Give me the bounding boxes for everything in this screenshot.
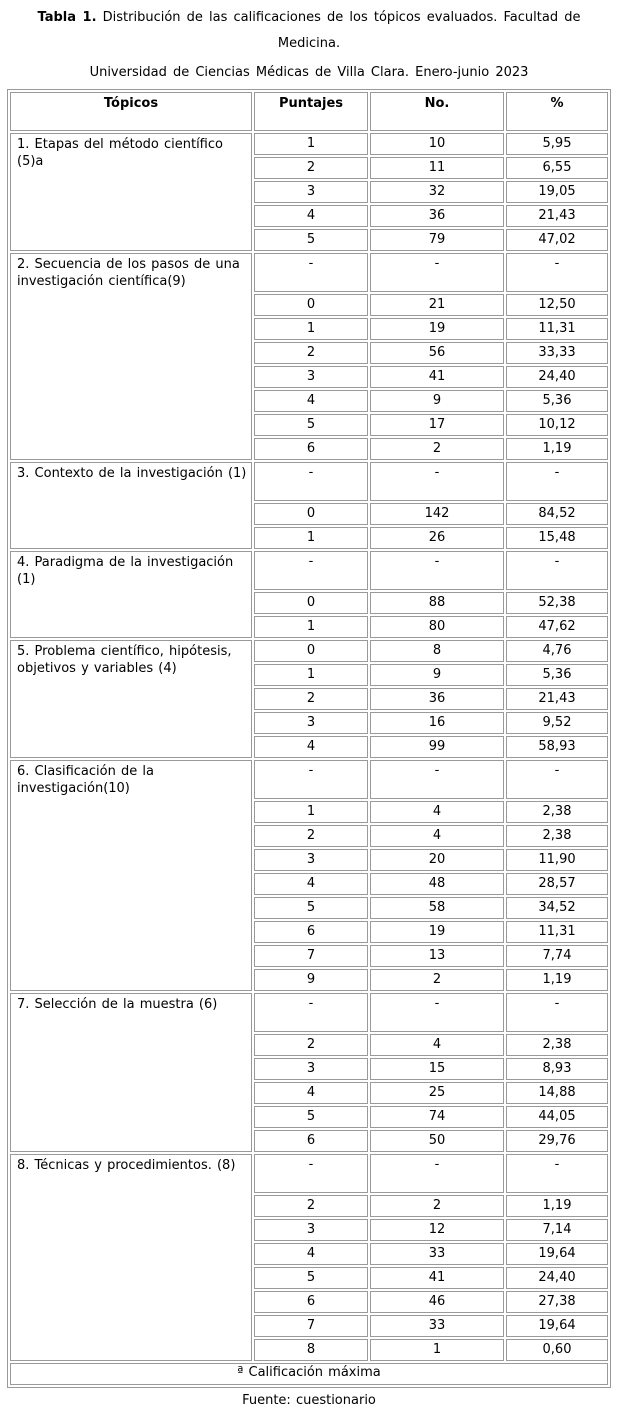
score-cell: 5 xyxy=(254,897,368,919)
count-cell: 20 xyxy=(370,849,504,871)
count-cell: 32 xyxy=(370,181,504,203)
count-cell: 16 xyxy=(370,712,504,734)
percent-cell: 11,90 xyxy=(506,849,608,871)
count-cell: 11 xyxy=(370,157,504,179)
count-cell: 74 xyxy=(370,1106,504,1128)
percent-cell: - xyxy=(506,1154,608,1193)
score-cell: 4 xyxy=(254,1082,368,1104)
table-row xyxy=(10,133,608,155)
count-cell: 26 xyxy=(370,527,504,549)
score-cell: 0 xyxy=(254,592,368,614)
count-cell: - xyxy=(370,551,504,590)
count-cell: 13 xyxy=(370,945,504,967)
percent-cell: 44,05 xyxy=(506,1106,608,1128)
score-cell: 2 xyxy=(254,342,368,364)
count-cell: 15 xyxy=(370,1058,504,1080)
col-header-1: Puntajes xyxy=(254,92,368,131)
percent-cell: 47,62 xyxy=(506,616,608,638)
score-cell: 4 xyxy=(254,1243,368,1265)
source-note: Fuente: cuestionario xyxy=(242,1393,376,1408)
count-cell: 19 xyxy=(370,318,504,340)
percent-cell: 5,95 xyxy=(506,133,608,155)
score-cell: 0 xyxy=(254,503,368,525)
percent-cell: - xyxy=(506,253,608,292)
topic-cell: 8. Técnicas y procedimientos. (8) xyxy=(10,1154,252,1361)
percent-cell: 11,31 xyxy=(506,318,608,340)
score-cell: 3 xyxy=(254,1058,368,1080)
score-cell: 5 xyxy=(254,1106,368,1128)
percent-cell: 21,43 xyxy=(506,205,608,227)
percent-cell: 9,52 xyxy=(506,712,608,734)
percent-cell: - xyxy=(506,760,608,799)
footnote-cell: ª Calificación máxima xyxy=(10,1363,608,1385)
count-cell: 4 xyxy=(370,801,504,823)
table-row xyxy=(10,551,608,590)
percent-cell: 19,64 xyxy=(506,1243,608,1265)
score-cell: 3 xyxy=(254,181,368,203)
score-cell: 0 xyxy=(254,294,368,316)
score-cell: - xyxy=(254,551,368,590)
table-title-text: Distribución de las calificaciones de los tópicos evaluados. Facultad de Medicina. xyxy=(96,10,581,51)
score-cell: 2 xyxy=(254,688,368,710)
table-row xyxy=(10,253,608,292)
score-cell: - xyxy=(254,993,368,1032)
count-cell: 8 xyxy=(370,640,504,662)
count-cell: 79 xyxy=(370,229,504,251)
topic-cell: 1. Etapas del método científico (5)a xyxy=(10,133,252,251)
topic-cell: 2. Secuencia de los pasos de una investigación científica(9) xyxy=(10,253,252,460)
score-cell: 2 xyxy=(254,825,368,847)
percent-cell: 0,60 xyxy=(506,1339,608,1361)
footnote-row xyxy=(10,1363,608,1385)
count-cell: 33 xyxy=(370,1243,504,1265)
count-cell: 58 xyxy=(370,897,504,919)
count-cell: 99 xyxy=(370,736,504,758)
col-header-0: Tópicos xyxy=(10,92,252,131)
table-title-label: Tabla 1. xyxy=(37,10,97,25)
percent-cell: 34,52 xyxy=(506,897,608,919)
count-cell: 48 xyxy=(370,873,504,895)
score-cell: 4 xyxy=(254,873,368,895)
score-cell: 7 xyxy=(254,945,368,967)
topic-cell: 7. Selección de la muestra (6) xyxy=(10,993,252,1152)
percent-cell: 6,55 xyxy=(506,157,608,179)
score-cell: - xyxy=(254,1154,368,1193)
score-cell: 6 xyxy=(254,438,368,460)
percent-cell: 52,38 xyxy=(506,592,608,614)
percent-cell: 27,38 xyxy=(506,1291,608,1313)
count-cell: - xyxy=(370,462,504,501)
count-cell: 46 xyxy=(370,1291,504,1313)
score-cell: 2 xyxy=(254,1195,368,1217)
percent-cell: - xyxy=(506,551,608,590)
count-cell: 50 xyxy=(370,1130,504,1152)
table-row xyxy=(10,993,608,1032)
score-cell: 0 xyxy=(254,640,368,662)
count-cell: - xyxy=(370,760,504,799)
table-title xyxy=(6,5,612,57)
score-cell: 1 xyxy=(254,801,368,823)
count-cell: 2 xyxy=(370,969,504,991)
percent-cell: - xyxy=(506,993,608,1032)
count-cell: 10 xyxy=(370,133,504,155)
table-row xyxy=(10,760,608,799)
score-cell: 4 xyxy=(254,736,368,758)
percent-cell: 8,93 xyxy=(506,1058,608,1080)
score-cell: 1 xyxy=(254,616,368,638)
score-cell: 4 xyxy=(254,205,368,227)
count-cell: - xyxy=(370,993,504,1032)
score-cell: 6 xyxy=(254,1130,368,1152)
score-cell: 1 xyxy=(254,318,368,340)
percent-cell: 7,14 xyxy=(506,1219,608,1241)
score-cell: 3 xyxy=(254,712,368,734)
percent-cell: 19,64 xyxy=(506,1315,608,1337)
topic-cell: 5. Problema científico, hipótesis, objetivos y variables (4) xyxy=(10,640,252,758)
header-row xyxy=(10,92,608,131)
percent-cell: 2,38 xyxy=(506,1034,608,1056)
score-cell: 6 xyxy=(254,921,368,943)
count-cell: 56 xyxy=(370,342,504,364)
count-cell: - xyxy=(370,1154,504,1193)
percent-cell: 4,76 xyxy=(506,640,608,662)
percent-cell: 58,93 xyxy=(506,736,608,758)
percent-cell: 84,52 xyxy=(506,503,608,525)
percent-cell: 21,43 xyxy=(506,688,608,710)
count-cell: 88 xyxy=(370,592,504,614)
score-cell: - xyxy=(254,253,368,292)
col-header-3: % xyxy=(506,92,608,131)
count-cell: 41 xyxy=(370,366,504,388)
count-cell: 4 xyxy=(370,825,504,847)
percent-cell: 47,02 xyxy=(506,229,608,251)
score-cell: 3 xyxy=(254,366,368,388)
percent-cell: - xyxy=(506,462,608,501)
count-cell: 36 xyxy=(370,688,504,710)
score-cell: 3 xyxy=(254,1219,368,1241)
count-cell: 19 xyxy=(370,921,504,943)
score-cell: 5 xyxy=(254,1267,368,1289)
score-cell: 4 xyxy=(254,390,368,412)
percent-cell: 10,12 xyxy=(506,414,608,436)
score-cell: - xyxy=(254,760,368,799)
percent-cell: 28,57 xyxy=(506,873,608,895)
count-cell: 36 xyxy=(370,205,504,227)
table-row xyxy=(10,1154,608,1193)
percent-cell: 14,88 xyxy=(506,1082,608,1104)
table-row xyxy=(10,462,608,501)
col-header-2: No. xyxy=(370,92,504,131)
count-cell: 1 xyxy=(370,1339,504,1361)
percent-cell: 5,36 xyxy=(506,390,608,412)
count-cell: 4 xyxy=(370,1034,504,1056)
topic-cell: 3. Contexto de la investigación (1) xyxy=(10,462,252,549)
score-cell: - xyxy=(254,462,368,501)
count-cell: 80 xyxy=(370,616,504,638)
score-cell: 2 xyxy=(254,1034,368,1056)
score-cell: 9 xyxy=(254,969,368,991)
percent-cell: 2,38 xyxy=(506,801,608,823)
count-cell: 2 xyxy=(370,1195,504,1217)
score-cell: 1 xyxy=(254,527,368,549)
score-cell: 5 xyxy=(254,229,368,251)
table-row xyxy=(10,640,608,662)
count-cell: 33 xyxy=(370,1315,504,1337)
percent-cell: 19,05 xyxy=(506,181,608,203)
count-cell: 9 xyxy=(370,390,504,412)
percent-cell: 1,19 xyxy=(506,438,608,460)
topic-cell: 4. Paradigma de la investigación (1) xyxy=(10,551,252,638)
score-cell: 7 xyxy=(254,1315,368,1337)
percent-cell: 24,40 xyxy=(506,1267,608,1289)
percent-cell: 29,76 xyxy=(506,1130,608,1152)
score-cell: 1 xyxy=(254,133,368,155)
score-cell: 6 xyxy=(254,1291,368,1313)
count-cell: 2 xyxy=(370,438,504,460)
count-cell: - xyxy=(370,253,504,292)
percent-cell: 1,19 xyxy=(506,969,608,991)
count-cell: 21 xyxy=(370,294,504,316)
percent-cell: 15,48 xyxy=(506,527,608,549)
percent-cell: 2,38 xyxy=(506,825,608,847)
percent-cell: 12,50 xyxy=(506,294,608,316)
score-cell: 5 xyxy=(254,414,368,436)
score-cell: 1 xyxy=(254,664,368,686)
score-cell: 2 xyxy=(254,157,368,179)
count-cell: 142 xyxy=(370,503,504,525)
grades-table xyxy=(7,89,611,1388)
topic-cell: 6. Clasificación de la investigación(10) xyxy=(10,760,252,991)
percent-cell: 5,36 xyxy=(506,664,608,686)
count-cell: 25 xyxy=(370,1082,504,1104)
percent-cell: 1,19 xyxy=(506,1195,608,1217)
percent-cell: 33,33 xyxy=(506,342,608,364)
table-subtitle: Universidad de Ciencias Médicas de Villa Clara. Enero-junio 2023 xyxy=(89,65,529,80)
count-cell: 9 xyxy=(370,664,504,686)
percent-cell: 11,31 xyxy=(506,921,608,943)
count-cell: 41 xyxy=(370,1267,504,1289)
percent-cell: 7,74 xyxy=(506,945,608,967)
score-cell: 8 xyxy=(254,1339,368,1361)
count-cell: 17 xyxy=(370,414,504,436)
percent-cell: 24,40 xyxy=(506,366,608,388)
score-cell: 3 xyxy=(254,849,368,871)
count-cell: 12 xyxy=(370,1219,504,1241)
